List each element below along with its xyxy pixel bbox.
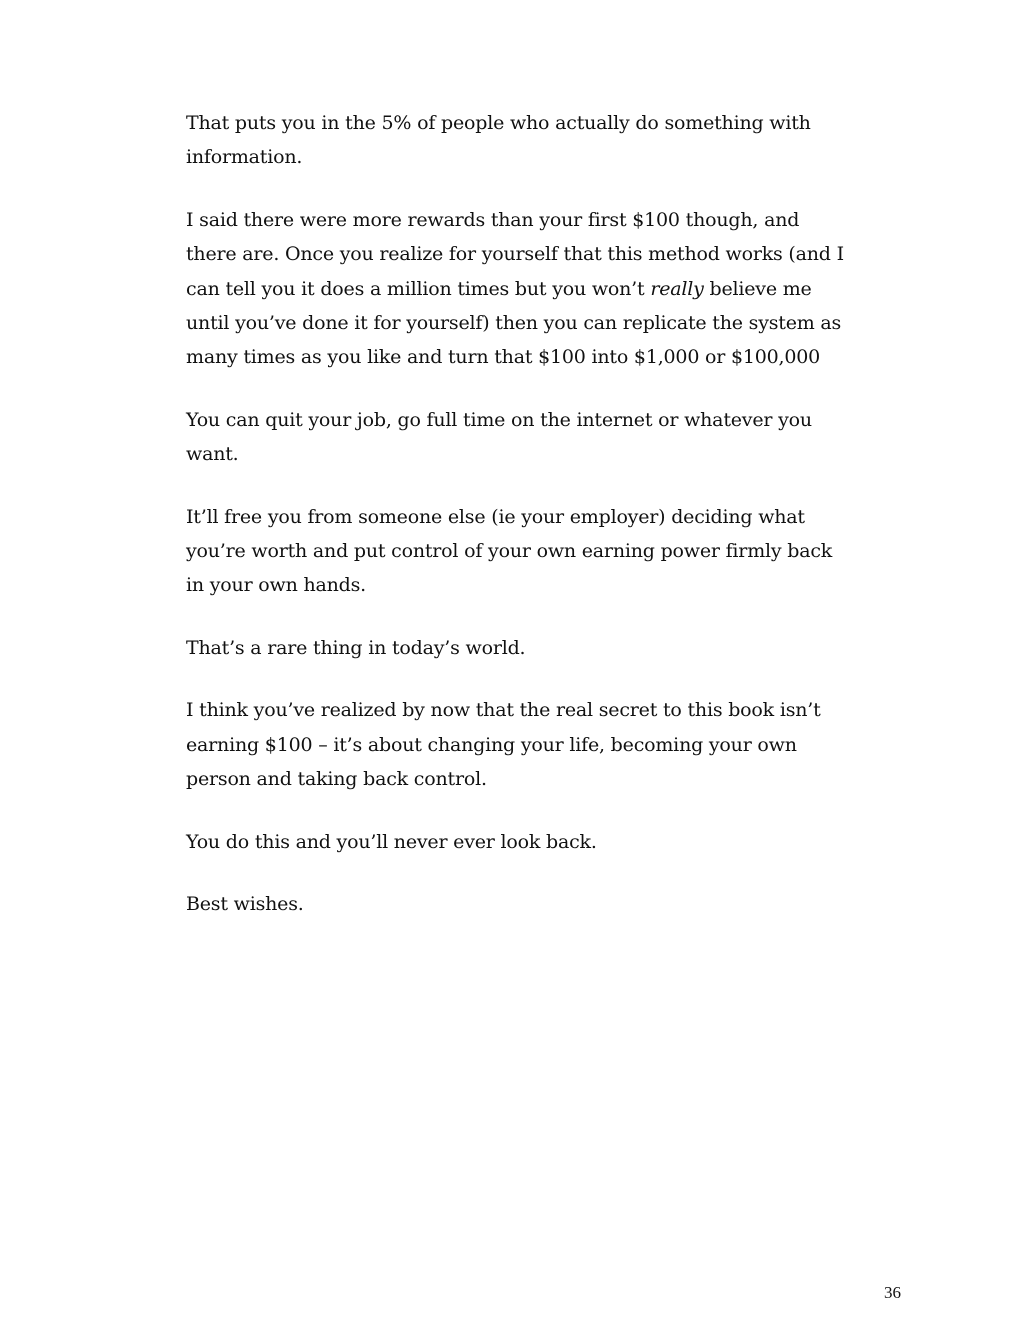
emphasis-really: really — [650, 277, 704, 300]
paragraph-five-percent: That puts you in the 5% of people who actually do something with information. — [186, 112, 811, 169]
paragraph-quit-job: You can quit your job, go full time on the internet or whatever you want. — [186, 408, 812, 466]
paragraph-best-wishes: Best wishes. — [186, 892, 304, 915]
page-number: 36 — [884, 1283, 901, 1302]
paragraph-real-secret: I think you’ve realized by now that the real secret to this book isn’t earning $100 – it’s about changing your life, becoming your own person and taking back control. — [186, 699, 821, 791]
paragraph-more-rewards — [186, 203, 846, 375]
paragraph-never-look-back: You do this and you’ll never ever look back. — [186, 830, 597, 853]
paragraph-more-rewards-start: I said there were more rewards than your first $100 though, and there are. Once you realize for yourself that this method works (and I can tell you it does a million times but you won’t — [186, 208, 844, 300]
paragraph-free-from-employer: It’ll free you from someone else (ie your employer) deciding what you’re worth and put control of your own earning power firmly back in your own hands. — [186, 505, 833, 597]
paragraph-rare-thing: That’s a rare thing in today’s world. — [186, 636, 526, 659]
paragraph-more-rewards-end: believe me until you’ve done it for yourself) then you can replicate the system as many times as you like and turn that $100 into $1,000 or $100,000 — [186, 277, 842, 369]
page-body — [186, 106, 846, 949]
